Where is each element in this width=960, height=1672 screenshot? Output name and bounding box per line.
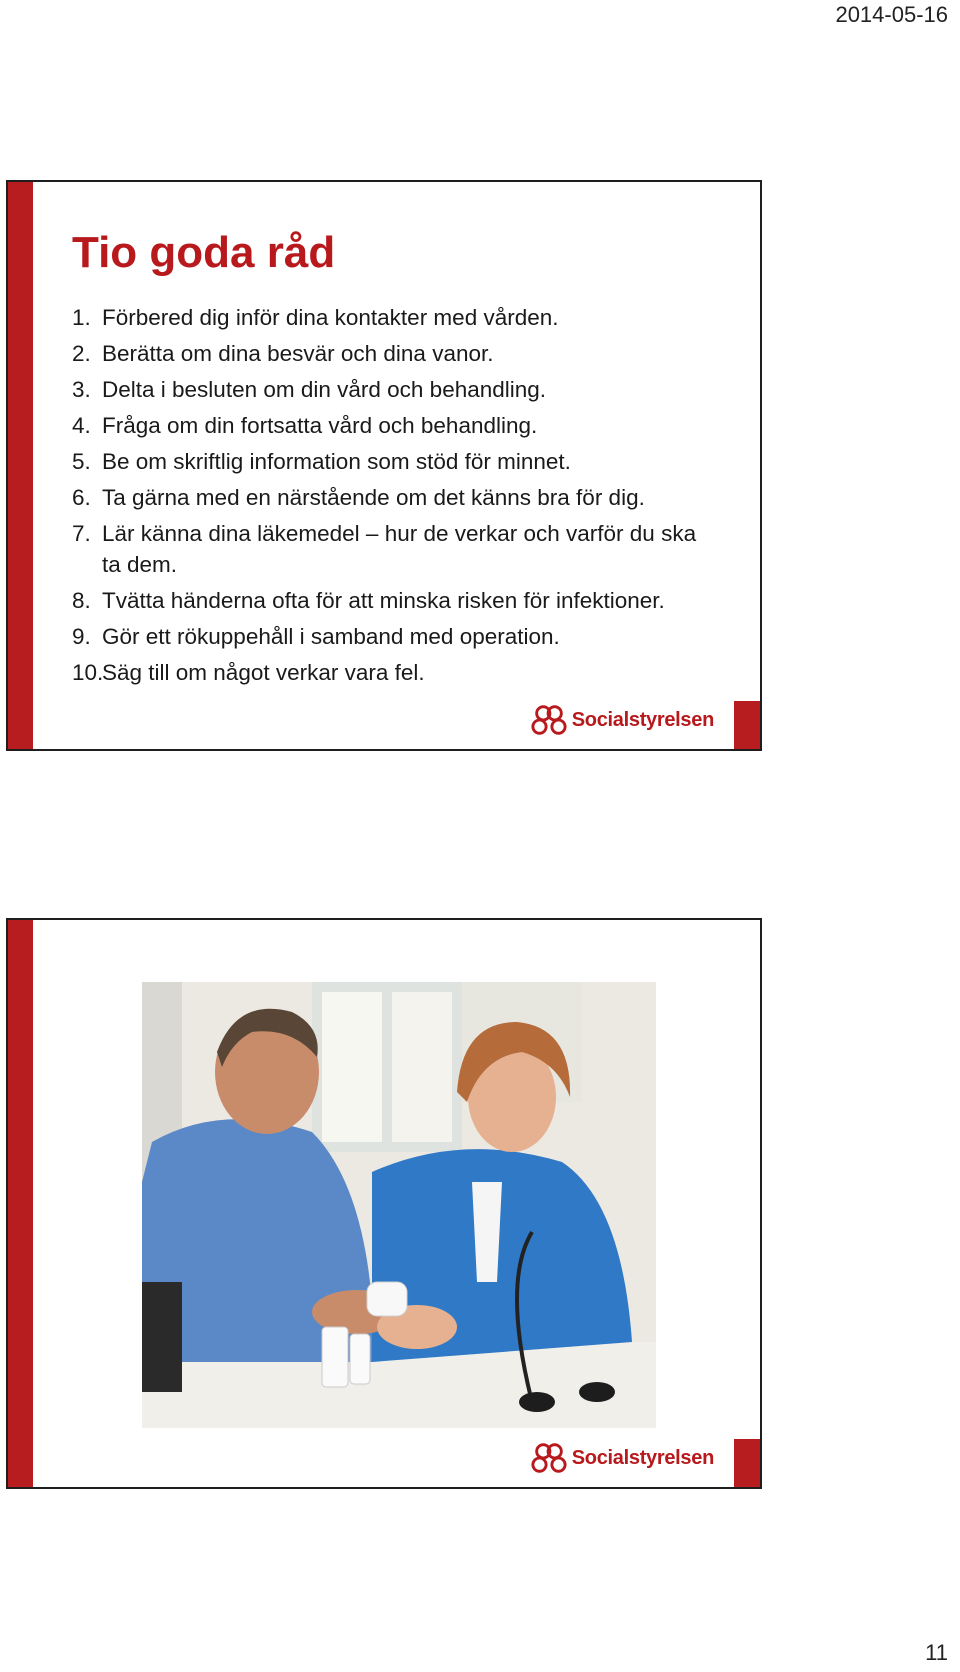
list-item — [72, 482, 712, 513]
list-item-text: Delta i besluten om din vård och behandling. — [102, 377, 547, 402]
advice-list — [72, 302, 712, 693]
list-item-number: 10. — [72, 660, 104, 685]
list-item — [72, 302, 712, 333]
list-item — [72, 410, 712, 441]
list-item — [72, 374, 712, 405]
logo-text: Socialstyrelsen — [571, 708, 714, 731]
list-item-text: Ta gärna med en närstående om det känns bra för dig. — [102, 485, 645, 510]
slide-title: Tio goda råd — [72, 228, 336, 277]
slide-tio-goda-rad — [6, 180, 762, 751]
list-item-text: Fråga om din fortsatta vård och behandling. — [102, 413, 538, 438]
logo-text: Socialstyrelsen — [571, 1446, 714, 1469]
list-item-text: Lär känna dina läkemedel – hur de verkar och varför du ska ta dem. — [102, 521, 697, 577]
page-number: 11 — [925, 1640, 948, 1665]
slide-photo — [6, 918, 762, 1489]
list-item-number: 6. — [72, 485, 91, 510]
list-item-number: 8. — [72, 588, 91, 613]
list-item — [72, 621, 712, 652]
list-item-number: 4. — [72, 413, 91, 438]
list-item-text: Be om skriftlig information som stöd för minnet. — [102, 449, 571, 474]
slide-accent-bar — [8, 920, 33, 1487]
slide-corner-accent — [734, 701, 760, 749]
list-item-number: 7. — [72, 521, 91, 546]
list-item-number: 5. — [72, 449, 91, 474]
list-item — [72, 657, 712, 688]
slide-accent-bar — [8, 182, 33, 749]
socialstyrelsen-logo — [530, 703, 714, 737]
list-item-text: Förbered dig inför dina kontakter med vården. — [102, 305, 559, 330]
list-item-number: 1. — [72, 305, 91, 330]
socialstyrelsen-logo — [530, 1441, 714, 1475]
list-item — [72, 585, 712, 616]
photo-couple-with-medicine — [142, 982, 656, 1428]
list-item-number: 3. — [72, 377, 91, 402]
socialstyrelsen-emblem-icon — [530, 703, 568, 737]
list-item-text: Säg till om något verkar vara fel. — [102, 660, 425, 685]
list-item-text: Tvätta händerna ofta för att minska risken för infektioner. — [102, 588, 665, 613]
list-item — [72, 338, 712, 369]
socialstyrelsen-emblem-icon — [530, 1441, 568, 1475]
list-item — [72, 518, 712, 580]
list-item-text: Berätta om dina besvär och dina vanor. — [102, 341, 494, 366]
list-item-text: Gör ett rökuppehåll i samband med operation. — [102, 624, 560, 649]
list-item-number: 2. — [72, 341, 91, 366]
page-date: 2014-05-16 — [835, 2, 948, 27]
list-item-number: 9. — [72, 624, 91, 649]
slide-corner-accent — [734, 1439, 760, 1487]
list-item — [72, 446, 712, 477]
